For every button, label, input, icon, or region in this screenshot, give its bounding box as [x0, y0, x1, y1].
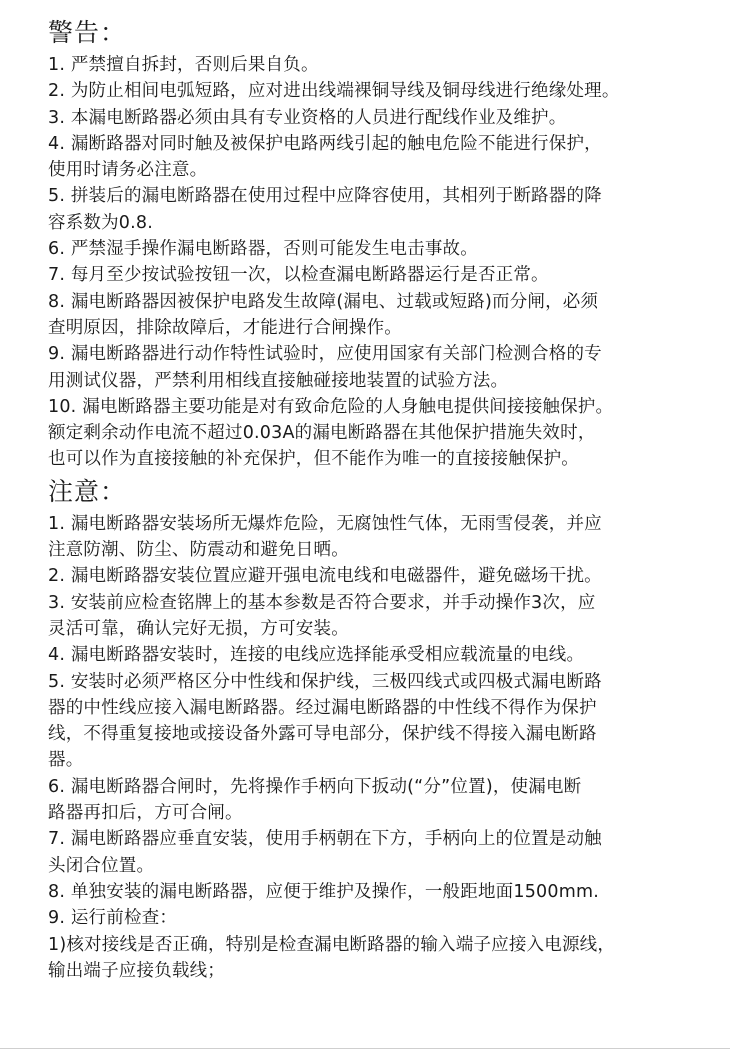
warning-item-2: 2. 为防止相间电弧短路，应对进出线端裸铜导线及铜母线进行绝缘处理。 — [48, 81, 620, 102]
notice-section — [48, 473, 708, 984]
warning-item-10: 10. 漏电断路器主要功能是对有致命危险的人身触电提供间接接触保护。 额定剩余动作电流不超过0.03A的漏电断路器在其他保护措施失效时， 也可以作为直接接触的补充保护，但不能作为唯一的直接接触保护。 — [48, 396, 614, 470]
notice-item-7: 7. 漏电断路器应垂直安装，使用手柄朝在下方，手柄向上的位置是动触 头闭合位置。 — [48, 829, 602, 876]
bottom-divider — [0, 1048, 730, 1049]
warning-item-9: 9. 漏电断路器进行动作特性试验时，应使用国家有关部门检测合格的专 用测试仪器，严禁利用相线直接触碰接地装置的试验方法。 — [48, 344, 602, 391]
notice-item-2: 2. 漏电断路器安装位置应避开强电流电线和电磁器件，避免磁场干扰。 — [48, 566, 602, 587]
notice-item-9: 9. 运行前检查： — [48, 908, 178, 929]
warning-item-4: 4. 漏断路器对同时触及被保护电路两线引起的触电危险不能进行保护， 使用时请务必注意。 — [48, 133, 602, 181]
notice-heading: 注意： — [48, 476, 127, 506]
notice-item-5: 5. 安装时必须严格区分中性线和保护线，三极四线式或四极式漏电断路 器的中性线应接入漏电断路器。经过漏电断路器的中性线不得作为保护 线，不得重复接地或接设备外露可导电部分，保护线不得接入漏电断路 器。 — [48, 671, 602, 771]
notice-item-4: 4. 漏电断路器安装时，连接的电线应选择能承受相应载流量的电线。 — [48, 645, 585, 666]
warning-item-6: 6. 严禁湿手操作漏电断路器，否则可能发生电击事故。 — [48, 239, 478, 260]
warning-item-1: 1. 严禁擅自拆封，否则后果自负。 — [48, 55, 319, 75]
warning-section — [48, 14, 708, 473]
notice-subitem-1: 1)核对接线是否正确，特别是检查漏电断路器的输入端子应接入电源线， 输出端子应接负载线； — [48, 934, 616, 981]
warning-item-8: 8. 漏电断路器因被保护电路发生故障(漏电、过载或短路)而分闸，必须 查明原因，排除故障后，才能进行合闸操作。 — [48, 291, 599, 338]
warning-heading: 警告： — [48, 18, 127, 47]
notice-item-1: 1. 漏电断路器安装场所无爆炸危险，无腐蚀性气体，无雨雪侵袭，并应 注意防潮、防尘、防震动和避免日晒。 — [48, 513, 602, 561]
notice-item-8: 8. 单独安装的漏电断路器，应便于维护及操作，一般距地面1500mm. — [48, 881, 599, 902]
notice-item-6: 6. 漏电断路器合闸时，先将操作手柄向下扳动(“分”位置)，使漏电断 路器再扣后，方可合闸。 — [48, 776, 582, 824]
warning-item-5: 5. 拼装后的漏电断路器在使用过程中应降容使用，其相列于断路器的降 容系数为0.8. — [48, 186, 602, 233]
warning-item-3: 3. 本漏电断路器必须由具有专业资格的人员进行配线作业及维护。 — [48, 107, 567, 128]
notice-item-3: 3. 安装前应检查铭牌上的基本参数是否符合要求，并手动操作3次，应 灵活可靠，确认完好无损，方可安装。 — [48, 592, 596, 639]
document-body — [48, 14, 708, 984]
warning-item-7: 7. 每月至少按试验按钮一次，以检查漏电断路器运行是否正常。 — [48, 265, 549, 286]
